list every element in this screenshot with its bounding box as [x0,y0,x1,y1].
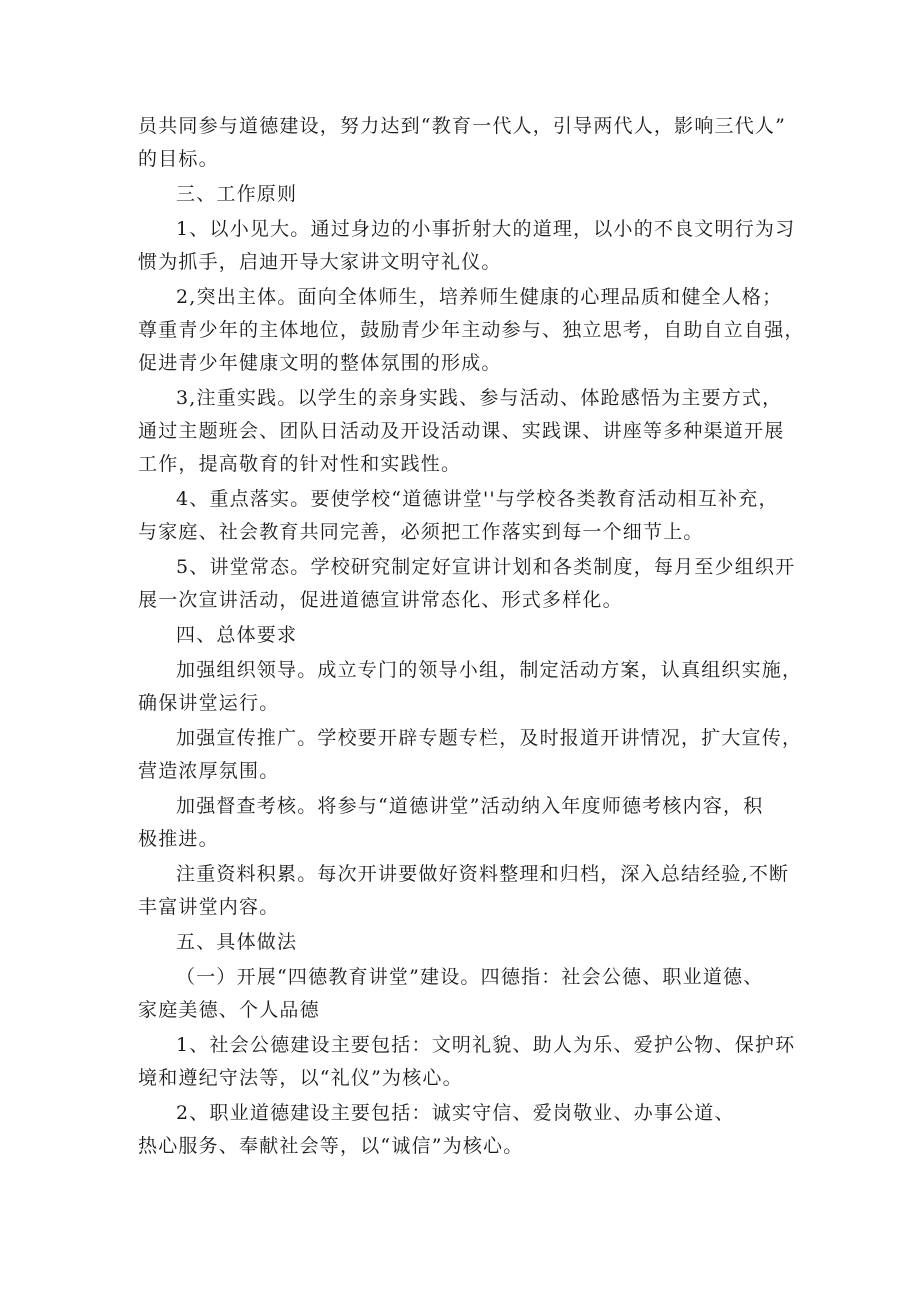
text-line: 2、职业道德建设主要包括：诚实守信、爱岗敬业、办事公道、 [176,1102,735,1124]
text-line: 加强宣传推广。学校要开辟专题专栏，及时报道开讲情况，扩大宣传， [176,727,803,749]
text-line: 热心服务、奉献社会等，以“诚信”为核心。 [138,1135,524,1157]
text-line: 2,突出主体。面向全体师生，培养师生健康的心理品质和健全人格； [176,286,783,308]
text-line: 通过主题班会、团队日活动及开设活动课、实践课、讲座等多种渠道开展 [138,420,785,442]
text-line: 境和遵纪守法等，以“礼仪”为核心。 [138,1067,463,1089]
paragraph [138,1097,788,1163]
text-line: 促进青少年健康文明的整体氛围的形成。 [138,352,502,374]
section-heading-methods [138,926,788,959]
text-line: 家庭美德、个人品德 [138,999,320,1021]
paragraph [138,551,796,617]
text-line: 5、讲堂常态。学校研究制定好宣讲计划和各类制度，每月至少组织开 [176,556,796,578]
section-heading-principles [138,178,788,211]
text-line: 极推进。 [138,828,219,850]
text-line: 1、社会公德建设主要包括：文明礼貌、助人为乐、爱护公物、保护环 [176,1034,796,1056]
text-line: 尊重青少年的主体地位，鼓励青少年主动参与、独立思考，自助自立自强， [138,319,805,341]
paragraph [138,961,788,1027]
paragraph [138,483,788,549]
heading-text: 五、具体做法 [176,931,298,953]
paragraph [138,213,796,279]
paragraph [138,858,788,924]
paragraph [138,722,803,788]
heading-text: 三、工作原则 [176,183,298,205]
text-line: 4、重点落实。要使学校“道德讲堂''与学校各类教育活动相互补充， [176,488,779,510]
paragraph [138,281,805,380]
text-line: 展一次宣讲活动，促进道德宣讲常态化、形式多样化。 [138,589,623,611]
text-line: 与家庭、社会教育共同完善，必须把工作落实到每一个细节上。 [138,521,704,543]
text-line: 3,注重实践。以学生的亲身实践、参与活动、体跄感悟为主要方式， [176,387,783,409]
text-line: 营造浓厚氛围。 [138,760,280,782]
text-line: 惯为抓手，启迪开导大家讲文明守礼仪。 [138,251,502,273]
text-line: 丰富讲堂内容。 [138,896,280,918]
text-line: （一）开展“四德教育讲堂”建设。四德指：社会公德、职业道德、 [176,966,764,988]
text-line: 确保讲堂运行。 [138,692,280,714]
text-line: 工作，提高敬育的针对性和实践性。 [138,453,462,475]
section-heading-requirements [138,619,788,652]
paragraph-continuation [138,110,788,176]
paragraph [138,1029,796,1095]
paragraph [138,654,803,720]
document-page [138,110,805,1165]
text-line: 加强督查考核。将参与“道德讲堂”活动纳入年度师德考核内容，积 [176,795,764,817]
text-line: 加强组织领导。成立专门的领导小组，制定活动方案，认真组织实施， [176,659,803,681]
text-line: 员共同参与道德建设，努力达到“教育一代人，引导两代人，影响三代人” [138,115,787,137]
text-line: 注重资料积累。每次开讲要做好资料整理和归档，深入总结经验,不断 [176,863,790,885]
text-line: 1、以小见大。通过身边的小事折射大的道理，以小的不良文明行为习 [176,218,796,240]
heading-text: 四、总体要求 [176,624,298,646]
paragraph [138,790,788,856]
paragraph [138,382,788,481]
text-line: 的目标。 [138,148,219,170]
